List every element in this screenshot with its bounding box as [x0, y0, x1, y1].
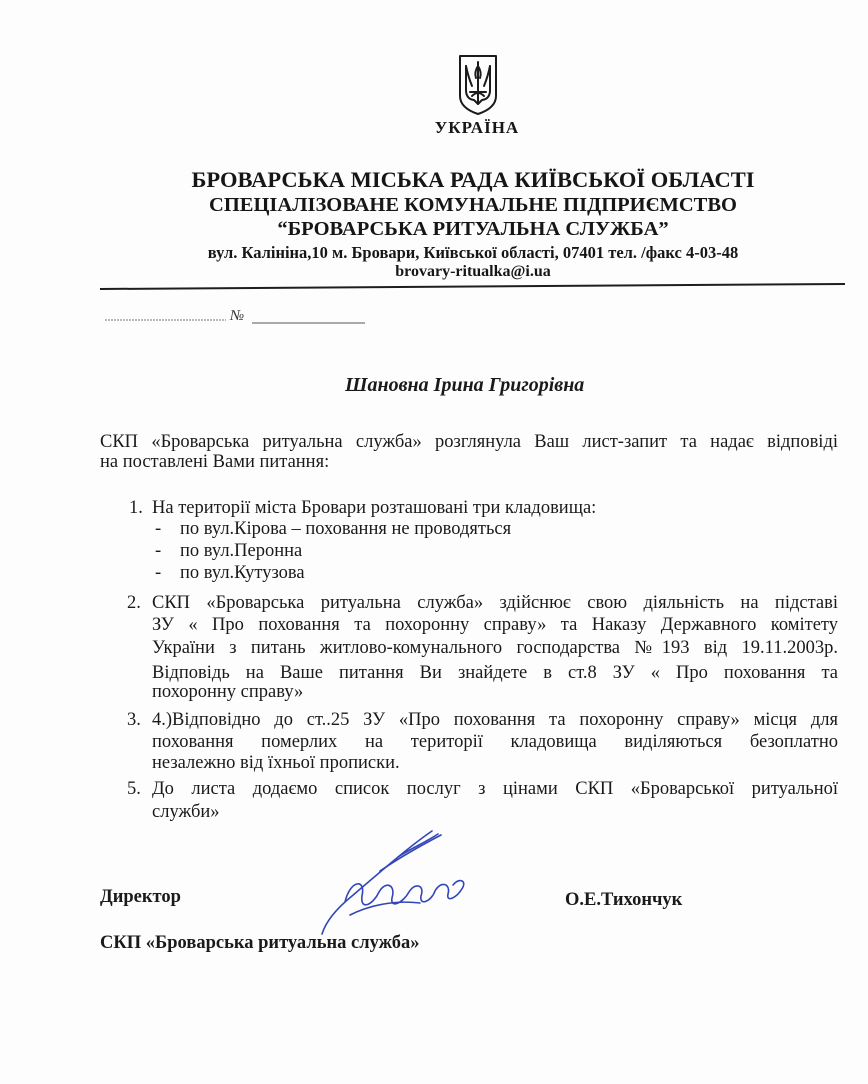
coat-of-arms-icon	[460, 56, 496, 114]
list-item-line: 4.)Відповідно до ст..25 ЗУ «Про поховання та похоронну справу» місця для	[152, 710, 838, 730]
list-item-line: ЗУ « Про поховання та похоронну справу» та Наказу Державного комітету	[152, 615, 838, 635]
list-number: 2.	[127, 593, 141, 613]
enterprise-type: СПЕЦІАЛІЗОВАНЕ КОМУНАЛЬНЕ ПІДПРИЄМСТВО	[209, 194, 737, 216]
header-rule	[100, 284, 845, 289]
email-address: brovary-ritualka@i.ua	[395, 263, 551, 280]
list-number: 3.	[127, 710, 141, 730]
signatory-name: О.Е.Тихончук	[565, 890, 683, 910]
list-item-line: Відповідь на Ваше питання Ви знайдете в ст.8 ЗУ « Про поховання та	[152, 663, 838, 683]
list-item-line: України з питань житлово-комунального господарства №193 від 19.11.2003р.	[152, 638, 838, 658]
intro-line: СКП «Броварська ритуальна служба» розглянула Ваш лист-запит та надає відповіді	[100, 432, 838, 452]
signatory-position: Директор	[100, 887, 181, 907]
number-sign: №	[230, 308, 245, 324]
list-item-line: СКП «Броварська ритуальна служба» здійснює свою діяльність на підставі	[152, 593, 838, 613]
country-name: УКРАЇНА	[434, 118, 520, 137]
sub-bullet: -	[155, 541, 162, 561]
intro-line: на поставлені Вами питання:	[100, 452, 330, 472]
council-name: БРОВАРСЬКА МІСЬКА РАДА КИЇВСЬКОЇ ОБЛАСТІ	[191, 167, 755, 192]
signatory-organization: СКП «Броварська ритуальна служба»	[100, 933, 420, 953]
sub-item: по вул.Кірова – поховання не проводяться	[180, 519, 512, 539]
enterprise-name: “БРОВАРСЬКА РИТУАЛЬНА СЛУЖБА”	[277, 218, 669, 240]
list-item-line: незалежно від їхньої прописки.	[152, 753, 400, 773]
list-item-line: служби»	[152, 802, 220, 822]
sub-bullet: -	[155, 563, 162, 583]
list-item-line: До листа додаємо список послуг з цінами СКП «Броварської ритуальної	[152, 779, 838, 799]
list-number: 1.	[129, 498, 143, 518]
address-line: вул. Калініна,10 м. Бровари, Київської області, 07401 тел. /факс 4-03-48	[207, 243, 739, 262]
sub-item: по вул.Кутузова	[180, 563, 305, 583]
list-item-line: На території міста Бровари розташовані три кладовища:	[152, 498, 597, 518]
sub-item: по вул.Перонна	[180, 541, 303, 561]
sub-bullet: -	[155, 519, 162, 539]
handwritten-signature	[322, 831, 464, 934]
greeting: Шановна Ірина Григорівна	[345, 374, 585, 396]
list-item-line: похоронну справу»	[152, 682, 304, 702]
list-item-line: поховання померлих на території кладовища виділяються безоплатно	[152, 732, 838, 752]
list-number: 5.	[127, 779, 141, 799]
